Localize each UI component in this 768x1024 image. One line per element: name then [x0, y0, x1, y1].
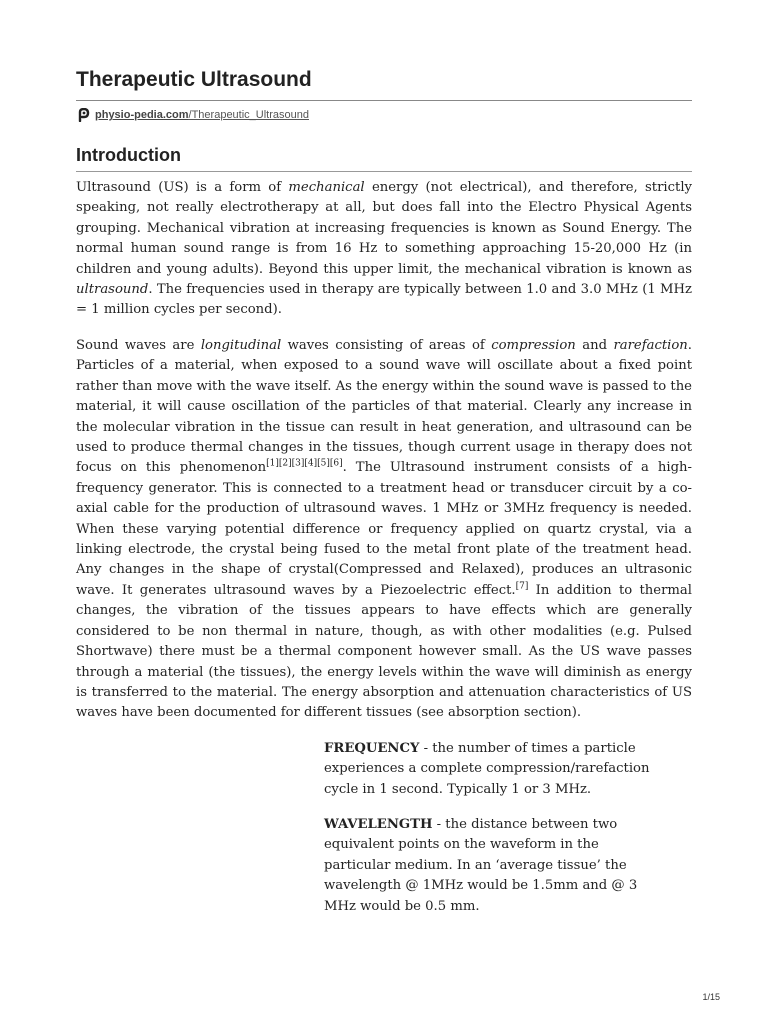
citation-link[interactable]: [3]	[291, 459, 305, 470]
section-divider	[76, 171, 692, 172]
emphasis-ultrasound: ultrasound	[76, 282, 149, 298]
citation-link[interactable]: [7]	[515, 581, 529, 592]
definition-wavelength	[324, 815, 654, 917]
section-heading: Introduction	[76, 145, 181, 165]
source-link[interactable]	[78, 107, 309, 123]
page-title: Therapeutic Ultrasound	[76, 68, 312, 91]
citation-link[interactable]: [5]	[317, 459, 330, 470]
emphasis-compression: compression	[491, 338, 576, 353]
emphasis-mechanical: mechanical	[288, 180, 365, 195]
citation-link[interactable]: [2]	[278, 459, 292, 470]
page-number: 1/15	[702, 992, 720, 1002]
definition-term: WAVELENGTH	[324, 817, 433, 832]
citation-link[interactable]: [1]	[266, 459, 279, 470]
physiopedia-logo-icon	[78, 108, 90, 122]
definition-term: FREQUENCY	[324, 741, 420, 756]
emphasis-rarefaction: rarefaction	[613, 338, 688, 353]
citation-link[interactable]: [6]	[329, 459, 343, 470]
title-divider	[76, 100, 692, 101]
citation-link[interactable]: [4]	[304, 459, 318, 470]
source-domain[interactable]: physio-pedia.com	[95, 109, 189, 121]
emphasis-longitudinal: longitudinal	[200, 338, 282, 353]
intro-paragraph-1: Ultrasound (US) is a form of mechanical energy (not electrical), and therefore, strictly speaking, not really electrotherapy at all, but does fall into the Electro Physical Agents grouping. Mechanical vibration at increasing frequencies is known as Sound Energy. The normal human sound range is from 16 Hz to something approaching 15-20,000 Hz (in children and young adults). Beyond this upper limit, the mechanical vibration is known as ultrasound. The frequencies used in therapy are typically between 1.0 and 3.0 MHz (1 MHz = 1 million cycles per second).	[76, 180, 692, 318]
intro-paragraph-2: Sound waves are longitudinal waves consisting of areas of compression and rarefaction. Particles of a material, when exposed to a sound wave will oscillate about a fixed point rather than move with the wave itself. As the energy within the sound wave is passed to the material, it will cause oscillation of the particles of that material. Clearly any increase in the molecular vibration in the tissue can result in heat generation, and ultrasound can be used to produce thermal changes in the tissues, though current usage in therapy does not focus on this phenomenon[1][2][3][4][5][6]. The Ultrasound instrument consists of a high-frequency generator. This is connected to a treatment head or transducer circuit by a co-axial cable for the production of ultrasound waves. 1 MHz or 3MHz frequency is needed. When these varying potential difference or frequency applied on quartz crystal, via a linking electrode, the crystal being fused to the metal front plate of the treatment head. Any changes in the shape of crystal(Compressed and Relaxed), produces an ultrasonic wave. It generates ultrasound waves by a Piezoelectric effect.[7] In addition to thermal changes, the vibration of the tissues appears to have effects which are generally considered to be non thermal in nature, though, as with other modalities (e.g. Pulsed Shortwave) there must be a thermal component however small. As the US wave passes through a material (the tissues), the energy levels within the wave will diminish as energy is transferred to the material. The energy absorption and attenuation characteristics of US waves have been documented for different tissues (see absorption section).	[76, 338, 692, 721]
definition-frequency	[324, 739, 654, 800]
definition-text: - the distance between two equivalent points on the waveform in the particular medium. In an ‘average tissue’ the wavelength @ 1MHz would be 1.5mm and @ 3 MHz would be 0.5 mm.	[324, 817, 638, 914]
definition-text: - the number of times a particle experiences a complete compression/rarefaction cycle in 1 second. Typically 1 or 3 MHz.	[324, 741, 650, 797]
source-path[interactable]: /Therapeutic_Ultrasound	[188, 109, 309, 121]
